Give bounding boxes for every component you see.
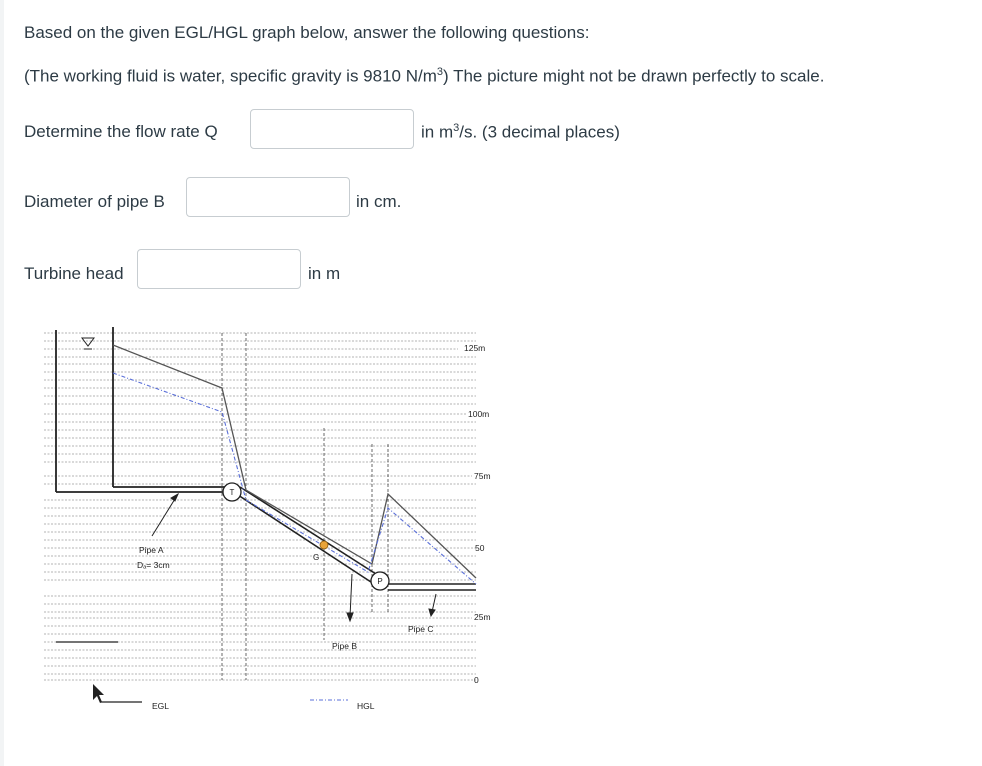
elevation-75m: 75m — [474, 471, 491, 481]
note-prefix: (The working fluid is water, specific gravity is 9810 N/m — [24, 66, 437, 86]
flow-rate-label: Determine the flow rate Q — [24, 122, 218, 141]
pipe-c — [388, 584, 476, 590]
elevation-100m: 100m — [468, 409, 490, 419]
legend-hgl-label: HGL — [357, 701, 375, 711]
point-g-marker — [320, 541, 328, 549]
legend-egl-label: EGL — [152, 701, 170, 711]
note-superscript: 3 — [436, 66, 443, 78]
elevation-125m: 125m — [464, 343, 486, 353]
pipe-b-diameter-unit: in cm. — [356, 192, 402, 211]
pump-letter: P — [377, 577, 383, 586]
cursor-arrow-icon — [93, 684, 104, 703]
hgl-line — [113, 373, 476, 584]
question-intro: Based on the given EGL/HGL graph below, answer the following questions: — [24, 23, 590, 42]
pipe-c-label: Pipe C — [408, 624, 434, 634]
elevation-50: 50 — [475, 543, 485, 553]
turbine-letter: T — [229, 488, 235, 497]
flow-unit-superscript: 3 — [453, 122, 460, 134]
water-surface-marker — [82, 338, 94, 346]
pipe-a-diameter: Dₐ= 3cm — [137, 560, 170, 570]
point-g-label: G — [313, 553, 320, 562]
pipe-b-diameter-label: Diameter of pipe B — [24, 192, 165, 211]
turbine-head-label: Turbine head — [24, 264, 124, 283]
reservoir — [56, 327, 226, 492]
legend — [93, 684, 375, 711]
note-suffix: ) The picture might not be drawn perfectly to scale. — [443, 66, 825, 86]
pipe-b — [238, 487, 376, 584]
pipe-a-label: Pipe A — [139, 545, 164, 555]
elevation-25m: 25m — [474, 612, 491, 622]
elevation-0: 0 — [474, 675, 479, 685]
turbine-head-unit: in m — [308, 264, 341, 283]
flow-unit-suffix: /s. (3 decimal places) — [459, 122, 620, 142]
pipe-b-label: Pipe B — [332, 641, 358, 651]
flow-unit-prefix: in m — [421, 122, 454, 142]
section-dashes — [222, 333, 388, 680]
